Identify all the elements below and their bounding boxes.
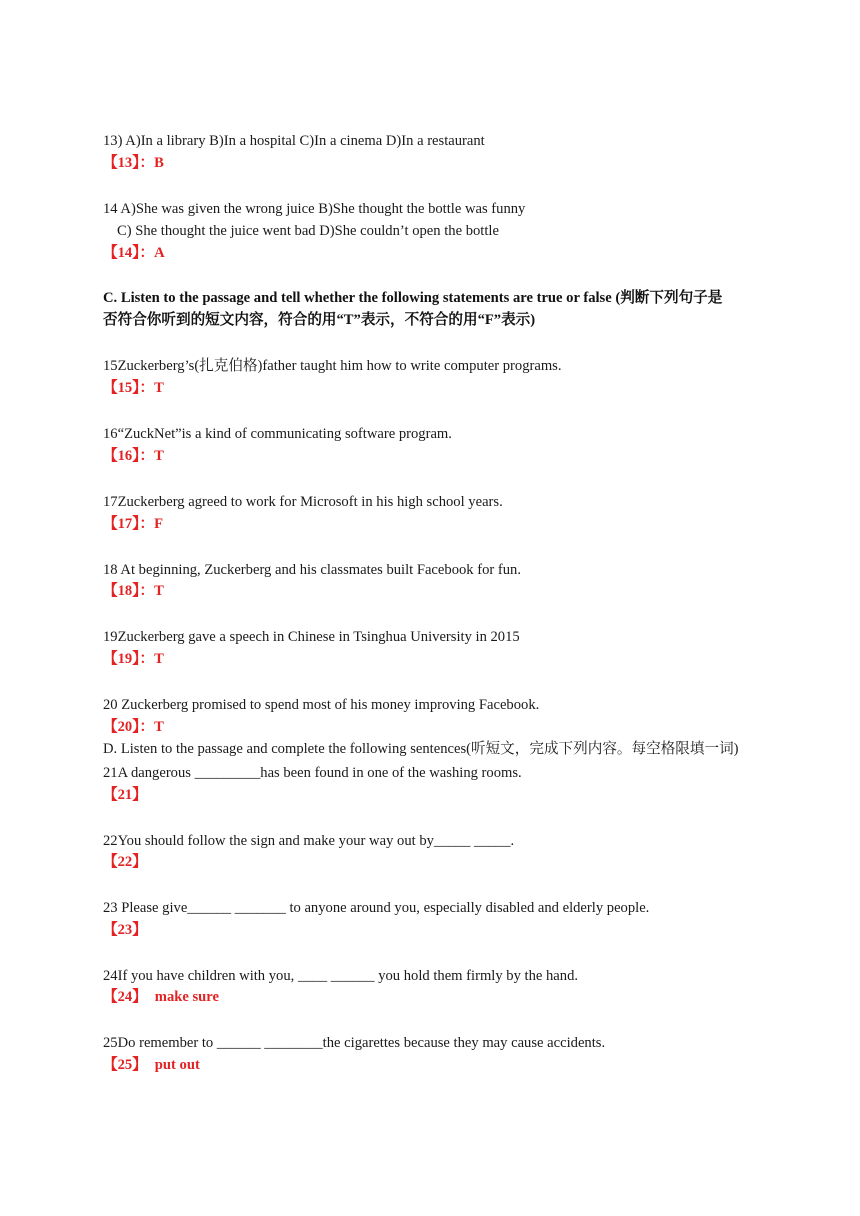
answer-15: 【15】：T: [103, 380, 164, 396]
answer-22-label: 【22】: [103, 854, 147, 870]
question-15-text: 15Zuckerberg’s(扎克伯格)father taught him how to write computer programs.: [103, 358, 562, 374]
section-c-heading-line2: 否符合你听到的短文内容，符合的用“T”表示，不符合的用“F”表示): [103, 312, 536, 328]
answer-24-value: make sure: [154, 989, 219, 1005]
answer-18: 【18】：T: [103, 583, 164, 599]
question-13-text: 13) A)In a library B)In a hospital C)In a cinema D)In a restaurant: [103, 133, 485, 149]
answer-21: [103, 785, 155, 805]
answer-19: 【19】：T: [103, 651, 164, 667]
answer-25-label: 【25】: [103, 1057, 147, 1073]
answer-22: [103, 852, 155, 872]
answer-24-label: 【24】: [103, 989, 147, 1005]
answer-21-label: 【21】: [103, 787, 147, 803]
question-22-text: 22You should follow the sign and make your way out by_____ _____.: [103, 833, 515, 849]
question-18-text: 18 At beginning, Zuckerberg and his classmates built Facebook for fun.: [103, 562, 521, 578]
question-17-text: 17Zuckerberg agreed to work for Microsoft in his high school years.: [103, 494, 503, 510]
question-24-text: 24If you have children with you, ____ ______ you hold them firmly by the hand.: [103, 968, 579, 984]
question-16-text: 16“ZuckNet”is a kind of communicating software program.: [103, 426, 452, 442]
answer-16: 【16】：T: [103, 448, 164, 464]
answer-20: 【20】：T: [103, 719, 164, 735]
question-20-text: 20 Zuckerberg promised to spend most of his money improving Facebook.: [103, 697, 540, 713]
question-19-text: 19Zuckerberg gave a speech in Chinese in Tsinghua University in 2015: [103, 629, 520, 645]
section-c-heading-line1: C. Listen to the passage and tell whether the following statements are true or false (判断下列句子是: [103, 290, 723, 306]
answer-14: 【14】：A: [103, 245, 165, 261]
question-23-text: 23 Please give______ _______ to anyone around you, especially disabled and elderly people.: [103, 900, 650, 916]
question-14-text-line1: 14 A)She was given the wrong juice B)She thought the bottle was funny: [103, 201, 526, 217]
answer-23-label: 【23】: [103, 922, 147, 938]
question-25-text: 25Do remember to ______ ________the cigarettes because they may cause accidents.: [103, 1035, 606, 1051]
section-d-heading: D. Listen to the passage and complete the following sentences(听短文，完成下列内容。每空格限填一词): [103, 741, 739, 757]
answer-13: 【13】：B: [103, 155, 164, 171]
answer-17: 【17】：F: [103, 516, 163, 532]
answer-25-value: put out: [154, 1057, 200, 1073]
question-14-text-line2: C) She thought the juice went bad D)She couldn’t open the bottle: [117, 223, 499, 239]
answer-24: [103, 987, 219, 1007]
question-21-text: 21A dangerous _________has been found in one of the washing rooms.: [103, 765, 522, 781]
answer-23: [103, 920, 155, 940]
answer-25: [103, 1055, 200, 1075]
